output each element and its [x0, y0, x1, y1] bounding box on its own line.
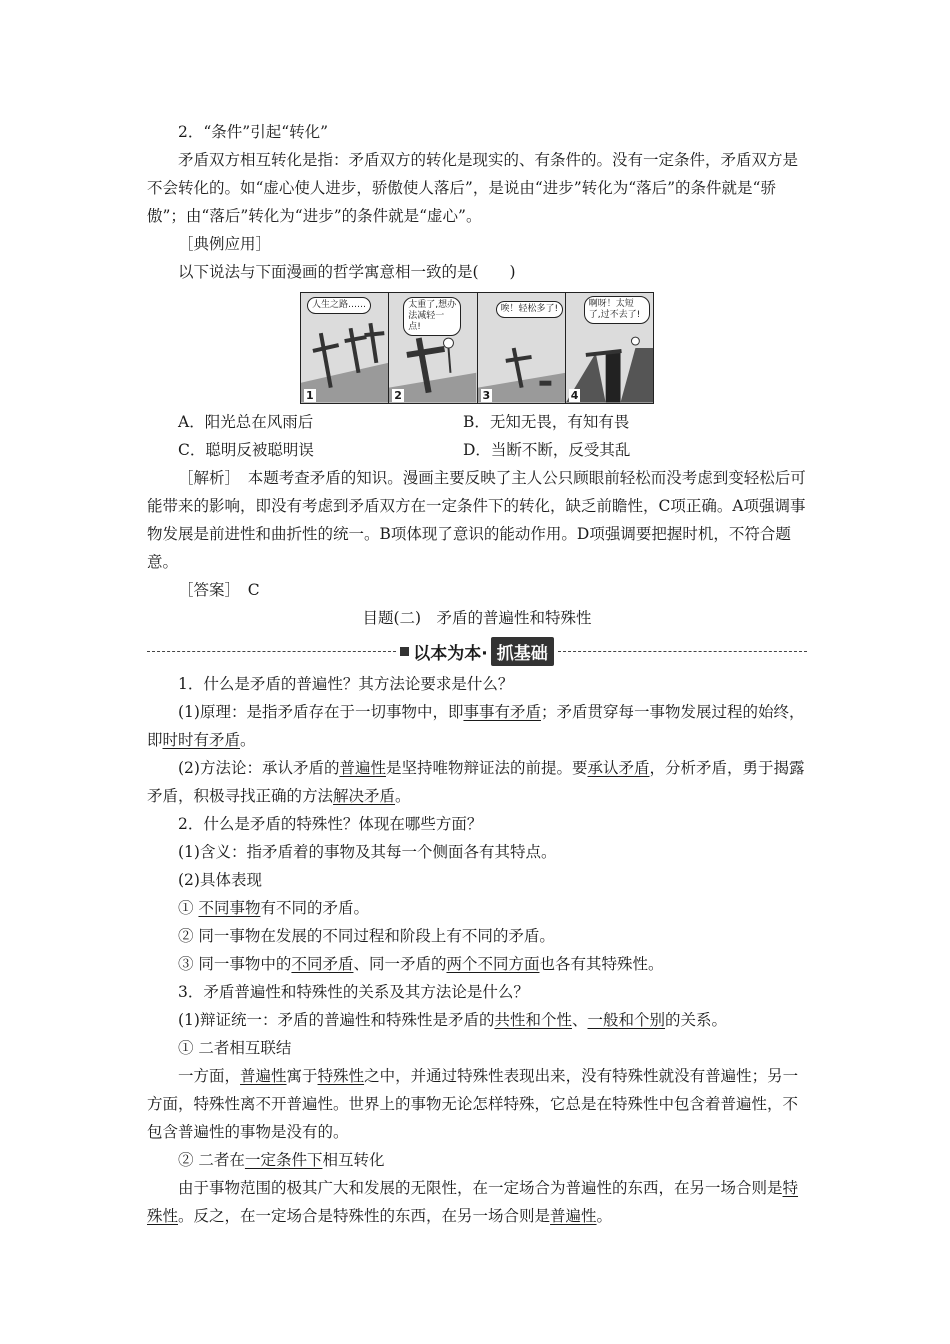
example-label: ［典例应用］ [178, 235, 272, 253]
section-heading: 2．“条件”引起“转化” [178, 123, 329, 141]
key-term: 时时有矛盾 [162, 731, 241, 749]
banner-divider [147, 651, 396, 652]
comic-panel [389, 293, 477, 403]
key-term: 事事有矛盾 [463, 703, 541, 721]
comic-strip [300, 292, 654, 404]
banner-divider [558, 651, 807, 652]
comic-panel [566, 293, 653, 403]
list-item: ③ 同一事物中的不同矛盾、同一矛盾的两个不同方面也各有其特殊性。 [178, 955, 664, 973]
analysis-paragraph: ［解析］ 本题考查矛盾的知识。漫画主要反映了主人公只顾眼前轻松而没考虑到变轻松后可能带来的影响，即没有考虑到矛盾双方在一定条件下的转化，缺乏前瞻性，C项正确。A项强调事物发展是前进性和曲折性的统一。B项体现了意识的能动作用。D项强调要把握时机，不符合题意。 [147, 469, 806, 571]
question-title: 2．什么是矛盾的特殊性？体现在哪些方面？ [178, 815, 483, 833]
section-banner [147, 636, 807, 666]
key-term: 承认矛盾 [587, 759, 650, 777]
question-title: 3．矛盾普遍性和特殊性的关系及其方法论是什么？ [178, 983, 529, 1001]
key-term: 特殊性 [147, 1179, 799, 1225]
panel-number: 3 [482, 389, 491, 402]
panel-number: 4 [570, 389, 579, 402]
question-title: 1．什么是矛盾的普遍性？其方法论要求是什么？ [178, 675, 514, 693]
key-term: 共性和个性 [494, 1011, 572, 1029]
paragraph: (2)具体表现 [178, 871, 262, 889]
speech-bubble: 啊呀！太短了,过不去了! [584, 296, 650, 324]
key-term: 不同事物 [198, 899, 261, 917]
paragraph: 矛盾双方相互转化是指：矛盾双方的转化是现实的、有条件的。没有一定条件，矛盾双方是不会转化的。如“虚心使人进步，骄傲使人落后”，是说由“进步”转化为“落后”的条件就是“骄傲”；由“落后”转化为“进步”的条件就是“虚心”。 [147, 151, 799, 225]
topic-title: 目题(二) 矛盾的普遍性和特殊性 [362, 609, 592, 627]
paragraph: (2)方法论：承认矛盾的普遍性是坚持唯物辩证法的前提。要承认矛盾，分析矛盾，勇于揭露矛盾，积极寻找正确的方法解决矛盾。 [147, 759, 805, 805]
subheading: ② 二者在一定条件下相互转化 [178, 1151, 385, 1169]
paragraph: (1)辩证统一：矛盾的普遍性和特殊性是矛盾的共性和个性、一般和个别的关系。 [178, 1011, 728, 1029]
list-item: ① 不同事物有不同的矛盾。 [178, 899, 369, 917]
list-item: ② 同一事物在发展的不同过程和阶段上有不同的矛盾。 [178, 927, 555, 945]
key-term: 一般和个别 [587, 1011, 666, 1029]
banner-label: 以本为本· [413, 643, 488, 664]
example-question: 以下说法与下面漫画的哲学寓意相一致的是( ) [178, 263, 516, 281]
answer-line: ［答案］ C [178, 581, 260, 599]
key-term: 普遍性 [339, 759, 386, 777]
comic-panel [301, 293, 389, 403]
panel-number: 2 [394, 389, 402, 402]
speech-bubble: 唉！轻松多了! [496, 301, 564, 318]
options-row [147, 436, 807, 464]
key-term: 普遍性 [550, 1207, 597, 1225]
option-c[interactable]: C．聪明反被聪明误 [178, 441, 314, 459]
option-a[interactable]: A．阳光总在风雨后 [178, 413, 314, 431]
speech-bubble: 太重了,想办法减轻一点! [403, 297, 461, 336]
subheading: ① 二者相互联结 [178, 1039, 292, 1057]
key-term: 两个不同方面 [446, 955, 540, 973]
comic-panel [478, 293, 566, 403]
paragraph: (1)原理：是指矛盾存在于一切事物中，即事事有矛盾；矛盾贯穿每一事物发展过程的始终，即时时有矛盾。 [147, 703, 805, 749]
option-d[interactable]: D．当断不断，反受其乱 [463, 441, 631, 459]
paragraph: (1)含义：指矛盾着的事物及其每一个侧面各有其特点。 [178, 843, 557, 861]
key-term: 特殊性 [317, 1067, 365, 1085]
banner-highlight: 抓基础 [491, 637, 554, 666]
paragraph: 一方面，普遍性寓于特殊性之中，并通过特殊性表现出来，没有特殊性就没有普遍性；另一方面，特殊性离不开普遍性。世界上的事物无论怎样特殊，它总是在特殊性中包含着普遍性，不包含普遍性的事物是没有的。 [147, 1067, 799, 1141]
paragraph: 由于事物范围的极其广大和发展的无限性，在一定场合为普遍性的东西，在另一场合则是特殊性。反之，在一定场合是特殊性的东西，在另一场合则是普遍性。 [147, 1179, 799, 1225]
square-bullet-icon [400, 647, 409, 656]
options-row [147, 408, 807, 436]
option-b[interactable]: B．无知无畏，有知有畏 [463, 413, 630, 431]
document-page [147, 118, 807, 1230]
key-term: 解决矛盾 [333, 787, 396, 805]
key-term: 一定条件下 [244, 1151, 323, 1169]
key-term: 普遍性 [240, 1067, 287, 1085]
key-term: 不同矛盾 [291, 955, 354, 973]
speech-bubble: 人生之路…… [307, 297, 371, 314]
panel-number: 1 [306, 389, 314, 402]
